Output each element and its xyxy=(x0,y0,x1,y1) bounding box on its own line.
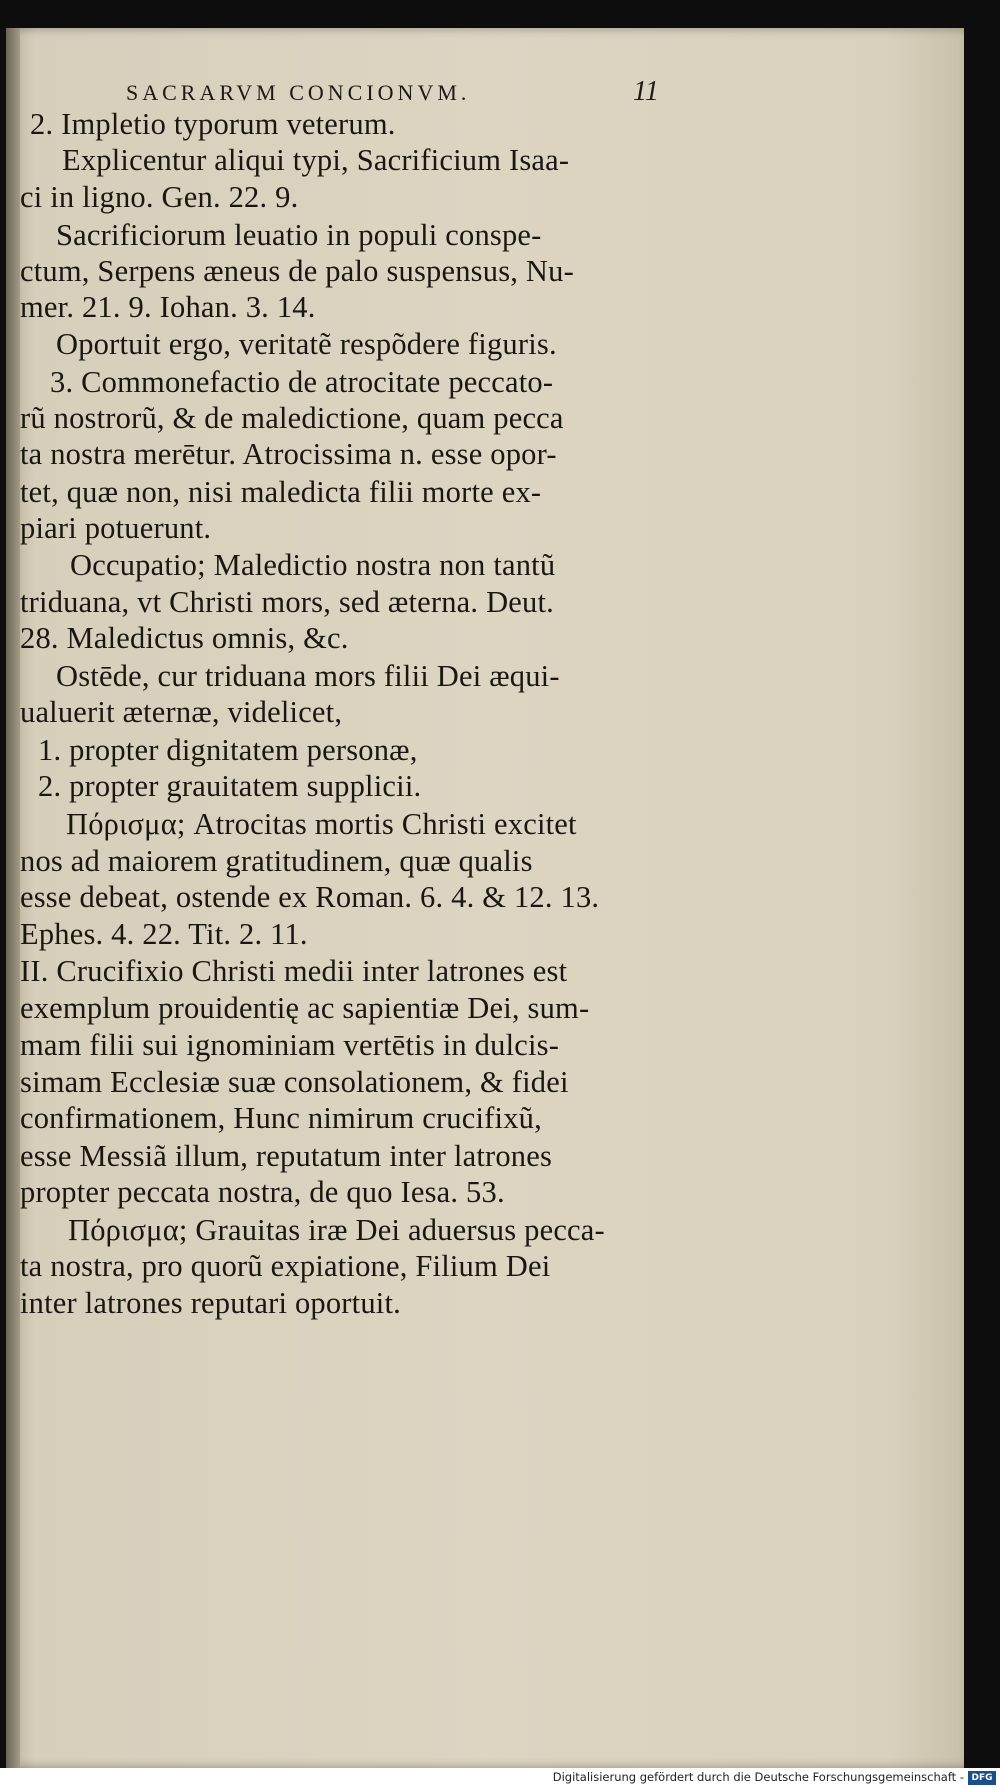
text-line: confirmationem, Hunc nimirum crucifixũ, xyxy=(20,1101,542,1135)
text-line: Ostēde, cur triduana mors filii Dei æqui- xyxy=(56,659,560,693)
dfg-logo: DFG xyxy=(968,1771,996,1785)
page-gutter xyxy=(6,28,20,1768)
text-line: 1. propter dignitatem personæ, xyxy=(38,733,418,767)
text-line: esse Messiã illum, reputatum inter latrones xyxy=(20,1139,553,1173)
text-line: ta nostra merētur. Atrocissima n. esse opor- xyxy=(20,437,557,471)
text-line: Ephes. 4. 22. Tit. 2. 11. xyxy=(20,917,308,951)
text-line: Πόρισμα; Grauitas iræ Dei aduersus pecca- xyxy=(68,1213,605,1247)
text-line: simam Ecclesiæ suæ consolationem, & fidei xyxy=(20,1065,569,1099)
text-line: propter peccata nostra, de quo Iesa. 53. xyxy=(20,1175,505,1209)
text-line: rũ nostrorũ, & de maledictione, quam pecca xyxy=(20,401,564,435)
running-head-title: SACRARVM CONCIONVM. xyxy=(126,80,471,105)
text-line: 28. Maledictus omnis, &c. xyxy=(20,621,349,655)
footer-credit: Digitalisierung gefördert durch die Deutsche Forschungsgemeinschaft - xyxy=(552,1770,964,1784)
text-line: 3. Commonefactio de atrocitate peccato- xyxy=(50,365,554,399)
text-line: Occupatio; Maledictio nostra non tantũ xyxy=(70,548,556,582)
text-line: ta nostra, pro quorũ expiatione, Filium Dei xyxy=(20,1249,551,1283)
text-line: esse debeat, ostende ex Roman. 6. 4. & 12. 13. xyxy=(20,880,600,914)
digitization-footer xyxy=(0,1768,1000,1788)
text-line: ci in ligno. Gen. 22. 9. xyxy=(20,180,299,214)
text-line: exemplum prouidentię ac sapientiæ Dei, sum- xyxy=(20,991,590,1025)
text-line: Oportuit ergo, veritatẽ respõdere figuris. xyxy=(56,327,557,361)
text-line: Πόρισμα; Atrocitas mortis Christi excitet xyxy=(66,807,577,841)
text-line: triduana, vt Christi mors, sed æterna. Deut. xyxy=(20,585,554,619)
text-line: Explicentur aliqui typi, Sacrificium Isaa- xyxy=(62,143,570,177)
folio-number: 11 xyxy=(633,76,659,107)
text-line: II. Crucifixio Christi medii inter latrones est xyxy=(20,954,568,988)
text-line: nos ad maiorem gratitudinem, quæ qualis xyxy=(20,844,533,878)
text-line: piari potuerunt. xyxy=(20,511,212,545)
book-page xyxy=(6,28,964,1768)
text-line: ctum, Serpens æneus de palo suspensus, Nu- xyxy=(20,254,574,288)
text-line: 2. Impletio typorum veterum. xyxy=(30,107,396,141)
text-line: ualuerit æternæ, videlicet, xyxy=(20,695,343,729)
text-line: 2. propter grauitatem supplicii. xyxy=(38,769,422,803)
text-line: tet, quæ non, nisi maledicta filii morte ex- xyxy=(20,475,542,509)
text-line: Sacrificiorum leuatio in populi conspe- xyxy=(56,218,542,252)
text-line: mer. 21. 9. Iohan. 3. 14. xyxy=(20,290,316,324)
text-line: inter latrones reputari oportuit. xyxy=(20,1286,401,1320)
text-line: mam filii sui ignominiam vertētis in dulcis- xyxy=(20,1028,560,1062)
